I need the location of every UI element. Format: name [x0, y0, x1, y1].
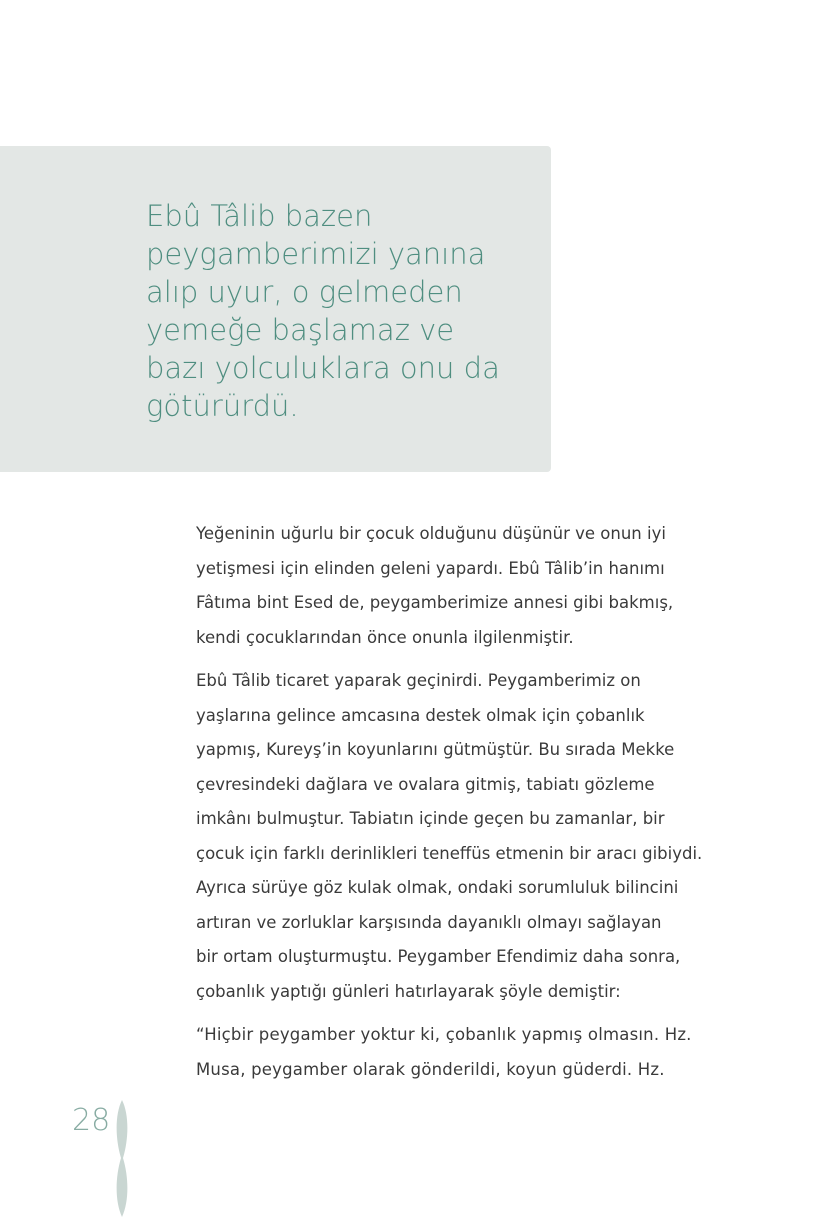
callout-line: götürürdü.: [146, 389, 299, 423]
text-line: “Hiçbir peygamber yoktur ki, çobanlık yapmış olmasın. Hz.: [196, 1025, 692, 1044]
text-line: Yeğeninin uğurlu bir çocuk olduğunu düşünür ve onun iyi: [196, 524, 666, 543]
paragraph: [196, 664, 706, 1009]
paragraph: [196, 1018, 706, 1087]
text-line: yapmış, Kureyş’in koyunlarını gütmüştür. Bu sırada Mekke: [196, 740, 675, 759]
callout-line: Ebû Tâlib bazen: [146, 199, 373, 233]
callout-line: alıp uyur, o gelmeden: [146, 275, 463, 309]
page-number: 28: [72, 1103, 111, 1138]
text-line: yetişmesi için elinden geleni yapardı. Ebû Tâlib’in hanımı: [196, 558, 665, 578]
leaf-divider-icon: [114, 1100, 130, 1217]
text-line: bir ortam oluşturmuştu. Peygamber Efendimiz daha sonra,: [196, 947, 681, 966]
text-line: çobanlık yaptığı günleri hatırlayarak şöyle demiştir:: [196, 981, 621, 1001]
text-line: kendi çocuklarından önce onunla ilgilenmiştir.: [196, 627, 574, 647]
paragraph: [196, 517, 706, 655]
text-line: Fâtıma bint Esed de, peygamberimize annesi gibi bakmış,: [196, 593, 674, 612]
text-line: çevresindeki dağlara ve ovalara gitmiş, tabiatı gözleme: [196, 774, 655, 794]
text-line: Ayrıca sürüye göz kulak olmak, ondaki sorumluluk bilincini: [196, 878, 679, 897]
body-text: [196, 517, 706, 1096]
text-line: Musa, peygamber olarak gönderildi, koyun güderdi. Hz.: [196, 1059, 665, 1079]
text-line: imkânı bulmuştur. Tabiatın içinde geçen bu zamanlar, bir: [196, 809, 665, 828]
text-line: çocuk için farklı derinlikleri teneffüs etmenin bir aracı gibiydi.: [196, 843, 703, 863]
text-line: Ebû Tâlib ticaret yaparak geçinirdi. Peygamberimiz on: [196, 671, 641, 690]
text-line: yaşlarına gelince amcasına destek olmak için çobanlık: [196, 705, 645, 725]
text-line: artıran ve zorluklar karşısında dayanıklı olmayı sağlayan: [196, 912, 662, 932]
callout-line: bazı yolculuklara onu da: [146, 351, 500, 385]
callout-line: peygamberimizi yanına: [146, 237, 486, 271]
callout-quote: [146, 197, 526, 425]
callout-line: yemeğe başlamaz ve: [146, 313, 455, 347]
